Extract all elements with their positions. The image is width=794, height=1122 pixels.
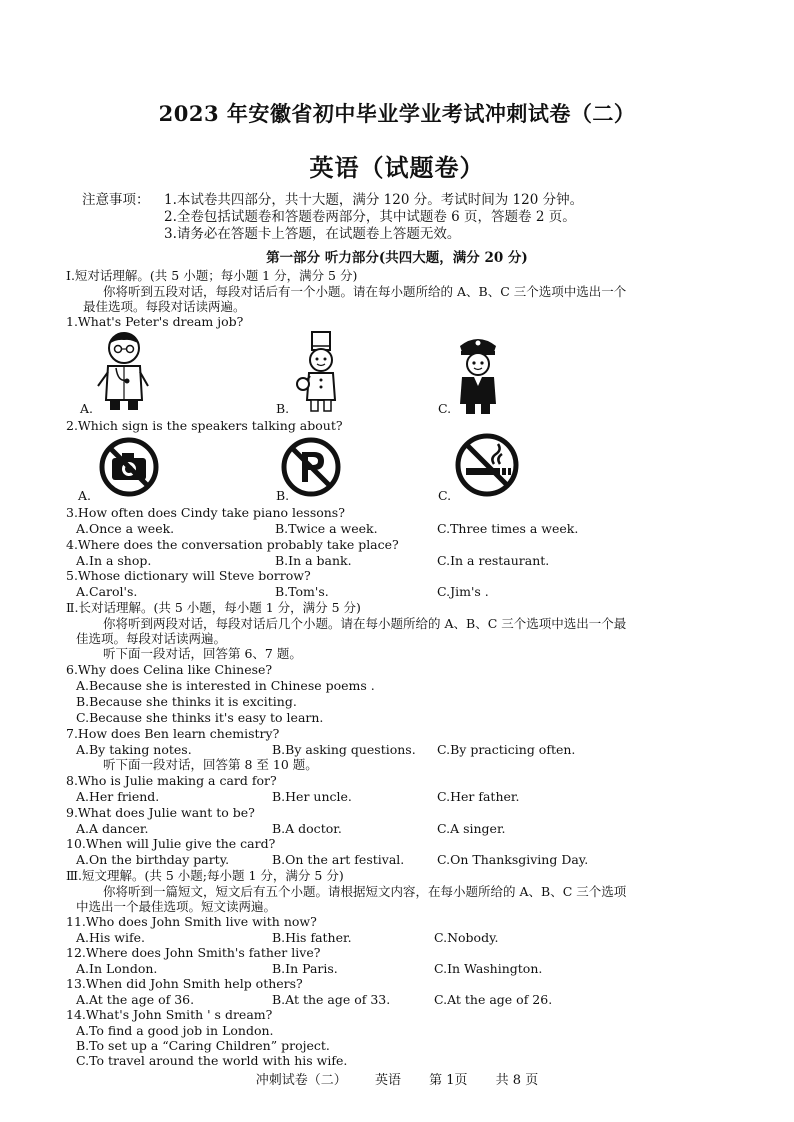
question-4: 4.Where does the conversation probably take place? (66, 537, 399, 552)
option-b: B.A doctor. (272, 821, 342, 836)
option-b: B.Her uncle. (272, 789, 352, 804)
option-a: A.At the age of 36. (76, 992, 195, 1007)
option-a: A.Once a week. (76, 521, 175, 536)
question-2: 2.Which sign is the speakers talking about? (66, 418, 343, 433)
question-13: 13.When did John Smith help others? (66, 976, 303, 991)
notice-item: 3.请务必在答题卡上答题，在试题卷上答题无效。 (164, 226, 461, 242)
option-a: A.By taking notes. (76, 742, 192, 757)
section2-instruction: 你将听到两段对话，每段对话后几个小题。请在每小题所给的 A、B、C 三个选项中选出一个最 (103, 616, 627, 631)
option-a: A.A dancer. (76, 821, 149, 836)
section1-heading: Ⅰ.短对话理解。(共 5 小题；每小题 1 分，满分 5 分) (66, 268, 358, 283)
option-c: C. (438, 401, 452, 416)
footer-exam: 冲刺试卷（二） (255, 1073, 347, 1088)
exam-title: 2023 年安徽省初中毕业学业考试冲刺试卷（二） (158, 101, 636, 126)
option-c: C.On Thanksgiving Day. (437, 852, 589, 867)
option-c: C.Because she thinks it's easy to learn. (76, 710, 324, 725)
part1-title: 第一部分 听力部分(共四大题，满分 20 分) (266, 250, 528, 266)
option-c: C.By practicing often. (437, 742, 576, 757)
option-a: A.To find a good job in London. (76, 1023, 274, 1038)
option-b: B.In Paris. (272, 961, 338, 976)
option-c: C.Three times a week. (437, 521, 579, 536)
option-b: B.In a bank. (275, 553, 352, 568)
section2-instruction: 佳选项。每段对话读两遍。 (76, 631, 227, 646)
question-8: 8.Who is Julie making a card for? (66, 773, 277, 788)
option-a: A.His wife. (76, 930, 145, 945)
option-b: B.On the art festival. (272, 852, 405, 867)
chef-icon (296, 328, 346, 414)
option-b: B. (276, 401, 290, 416)
option-c: C.In a restaurant. (437, 553, 550, 568)
section3-heading: Ⅲ.短文理解。(共 5 小题;每小题 1 分，满分 5 分) (66, 868, 344, 883)
footer-page: 第 1页 (429, 1073, 468, 1088)
section1-instruction: 你将听到五段对话，每段对话后有一个小题。请在每小题所给的 A、B、C 三个选项中选出一个 (103, 284, 627, 299)
option-a: A.Her friend. (76, 789, 160, 804)
option-b: B.By asking questions. (272, 742, 416, 757)
option-b: B. (276, 488, 290, 503)
option-a: A.In a shop. (76, 553, 152, 568)
option-c: C.In Washington. (434, 961, 543, 976)
option-a: A.Carol's. (76, 584, 138, 599)
option-b: B.His father. (272, 930, 352, 945)
question-1: 1.What's Peter's dream job? (66, 314, 244, 329)
notice-label: 注意事项： (82, 192, 150, 208)
question-6: 6.Why does Celina like Chinese? (66, 662, 273, 677)
question-10: 10.When will Julie give the card? (66, 836, 276, 851)
footer-total: 共 8 页 (495, 1073, 539, 1088)
question-3: 3.How often does Cindy take piano lessons? (66, 505, 345, 520)
option-c: C.Jim's . (437, 584, 489, 599)
question-12: 12.Where does John Smith's father live? (66, 945, 321, 960)
section1-instruction: 最佳选项。每段对话读两遍。 (83, 299, 246, 314)
option-b: B.Twice a week. (275, 521, 378, 536)
police-officer-icon (452, 332, 504, 416)
option-a: A. (80, 401, 94, 416)
option-c: C.A singer. (437, 821, 506, 836)
footer-subject: 英语 (374, 1073, 401, 1088)
page-footer (0, 1069, 794, 1088)
question-5: 5.Whose dictionary will Steve borrow? (66, 568, 311, 583)
option-b: B.To set up a “Caring Children” project. (76, 1038, 330, 1053)
no-smoking-icon (454, 432, 520, 498)
option-a: A.In London. (76, 961, 158, 976)
option-b: B.Because she thinks it is exciting. (76, 694, 297, 709)
notice-item: 2.全卷包括试题卷和答题卷两部分，其中试题卷 6 页，答题卷 2 页。 (164, 209, 576, 225)
question-11: 11.Who does John Smith live with now? (66, 914, 317, 929)
option-b: B.At the age of 33. (272, 992, 391, 1007)
notice-item: 1.本试卷共四部分，共十大题，满分 120 分。考试时间为 120 分钟。 (164, 192, 584, 208)
question-7: 7.How does Ben learn chemistry? (66, 726, 280, 741)
doctor-icon (96, 330, 152, 412)
no-photography-icon (98, 436, 160, 498)
option-a: A.On the birthday party. (76, 852, 230, 867)
section3-instruction: 你将听到一篇短文，短文后有五个小题。请根据短文内容，在每小题所给的 A、B、C 三个选项 (103, 884, 627, 899)
option-c: C.At the age of 26. (434, 992, 553, 1007)
option-c: C. (438, 488, 452, 503)
section3-instruction: 中选出一个最佳选项。短文读两遍。 (76, 899, 277, 914)
section2-heading: Ⅱ.长对话理解。(共 5 小题，每小题 1 分，满分 5 分) (66, 600, 361, 615)
parking-sign-icon (280, 436, 342, 498)
option-c: C.Her father. (437, 789, 520, 804)
option-a: A.Because she is interested in Chinese poems . (76, 678, 375, 693)
exam-subtitle: 英语（试题卷） (309, 153, 485, 182)
option-c: C.To travel around the world with his wife. (76, 1053, 348, 1068)
question-14: 14.What's John Smith ' s dream? (66, 1007, 273, 1022)
option-b: B.Tom's. (275, 584, 329, 599)
section2-instruction: 听下面一段对话，回答第 8 至 10 题。 (103, 757, 318, 772)
question-9: 9.What does Julie want to be? (66, 805, 255, 820)
option-c: C.Nobody. (434, 930, 499, 945)
option-a: A. (78, 488, 92, 503)
section2-instruction: 听下面一段对话，回答第 6、7 题。 (103, 646, 302, 661)
